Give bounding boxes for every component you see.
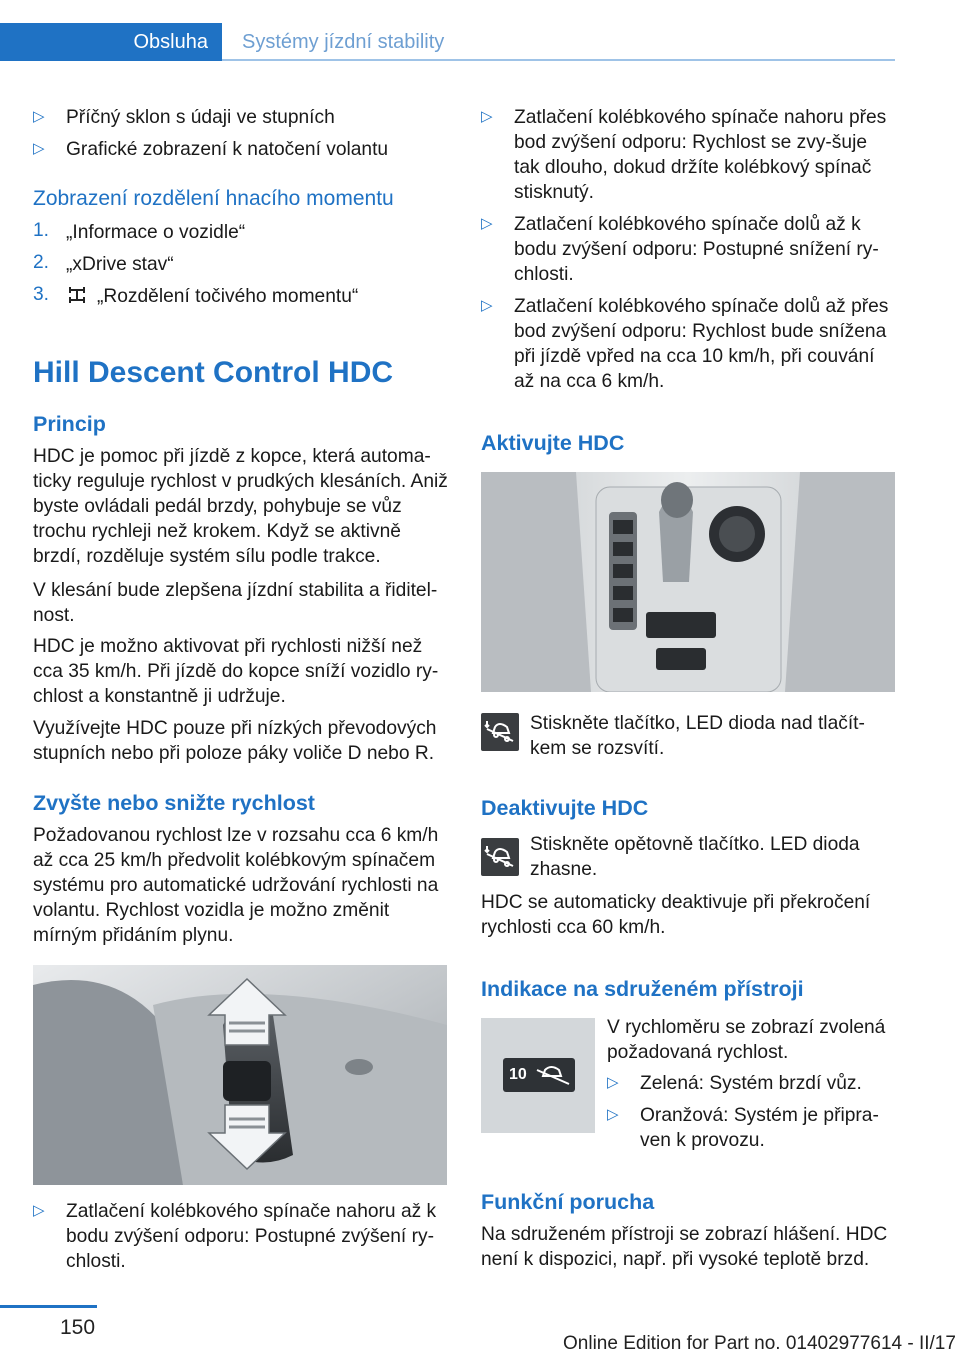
hdc-downhill-car-icon: [535, 1062, 571, 1093]
fault-heading: Funkční porucha: [481, 1190, 655, 1214]
step-text: „xDrive stav“: [66, 254, 174, 275]
paragraph: HDC je možno aktivovat při rychlosti nižší než cca 35 km/h. Při jízdě do kopce sníží vozidlo ry-chlost a konstantně ji udržuje.: [33, 636, 439, 707]
paragraph: Využívejte HDC pouze při nízkých převodových stupních nebo při poloze páky voliče D nebo R.: [33, 718, 437, 764]
steering-wheel-photo: [33, 965, 447, 1185]
hdc-downhill-car-icon: [481, 838, 519, 876]
list-item-text: Zatlačení kolébkového spínače nahoru přes bod zvýšení odporu: Rychlost se zvy-šuje tak dlouho, dokud držíte kolébkový spínač stisknutý.: [514, 107, 887, 203]
activate-instruction: Stiskněte tlačítko, LED dioda nad tlačít-kem se rozsvítí.: [530, 713, 865, 759]
header-divider: [222, 59, 895, 61]
deactivate-heading: Deaktivujte HDC: [481, 796, 649, 820]
list-item-text: Oranžová: Systém je připra-ven k provozu.: [640, 1105, 879, 1151]
cluster-display: [503, 1058, 575, 1092]
step-text: „Informace o vozidle“: [66, 222, 246, 243]
step-number: 1.: [33, 220, 50, 241]
triangle-right-icon: ▷: [607, 1074, 619, 1091]
center-console-photo: [481, 472, 895, 692]
list-item-text: Příčný sklon s údaji ve stupních: [66, 107, 335, 128]
page-header: [0, 0, 960, 62]
step-number: 3.: [33, 284, 50, 305]
paragraph: Požadovanou rychlost lze v rozsahu cca 6 km/h až cca 25 km/h předvolit kolébkovým spínačem systému pro automatické udržování rychlosti na volantu. Rychlost vozidla je možno změnit mírným přidáním plynu.: [33, 825, 439, 946]
list-item-text: Zelená: Systém brzdí vůz.: [640, 1073, 862, 1094]
list-item-text: Grafické zobrazení k natočení volantu: [66, 139, 389, 160]
triangle-right-icon: ▷: [33, 140, 45, 157]
section-title: Hill Descent Control HDC: [33, 356, 394, 389]
triangle-right-icon: ▷: [481, 215, 493, 232]
paragraph: HDC je pomoc při jízdě z kopce, která automa-ticky reguluje rychlost v prudkých klesáních. Aniž byste ovládali pedál brzdy, pohybuje se vůz trochu rychleji než krokem. Když se aktivně brzdí, rozděluje systém sílu podle trakce.: [33, 446, 448, 567]
hdc-downhill-car-icon: [481, 713, 519, 751]
triangle-right-icon: ▷: [607, 1106, 619, 1123]
triangle-right-icon: ▷: [33, 108, 45, 125]
list-item-text: Zatlačení kolébkového spínače nahoru až k bodu zvýšení odporu: Postupné zvýšení ry-chlosti.: [66, 1201, 437, 1272]
paragraph: HDC se automaticky deaktivuje při překročení rychlosti cca 60 km/h.: [481, 892, 871, 938]
paragraph: V klesání bude zlepšena jízdní stabilita a řiditel-nost.: [33, 580, 438, 626]
triangle-right-icon: ▷: [481, 108, 493, 125]
set-speed-value: 10: [509, 1066, 527, 1083]
edition-note: Online Edition for Part no. 01402977614 - II/17: [563, 1333, 956, 1354]
step-number: 2.: [33, 252, 50, 273]
cluster-display-image: [481, 1018, 595, 1133]
princip-heading: Princip: [33, 412, 106, 436]
paragraph: Na sdruženém přístroji se zobrazí hlášení. HDC není k dispozici, např. při vysoké teplotě brzd.: [481, 1224, 888, 1270]
section-tab-active: Obsluha: [0, 23, 222, 61]
drivetrain-icon: [66, 284, 88, 311]
speed-heading: Zvyšte nebo snižte rychlost: [33, 791, 315, 815]
footer-divider: [0, 1305, 97, 1308]
activate-heading: Aktivujte HDC: [481, 431, 625, 455]
page-number: 150: [60, 1316, 96, 1339]
torque-heading: Zobrazení rozdělení hnacího momentu: [33, 187, 394, 210]
cluster-text: V rychloměru se zobrazí zvolená požadovaná rychlost.: [607, 1017, 886, 1063]
list-item-text: Zatlačení kolébkového spínače dolů až k bodu zvýšení odporu: Postupné snížení ry-chlosti.: [514, 214, 879, 285]
section-tab-current: Systémy jízdní stability: [242, 31, 445, 53]
cluster-heading: Indikace na sdruženém přístroji: [481, 977, 804, 1001]
triangle-right-icon: ▷: [33, 1202, 45, 1219]
triangle-right-icon: ▷: [481, 297, 493, 314]
list-item-text: Zatlačení kolébkového spínače dolů až přes bod zvýšení odporu: Rychlost bude snížena při jízdě vpřed na cca 10 km/h, při couvání až na cca 6 km/h.: [514, 296, 889, 392]
step-text: „Rozdělení točivého momentu“: [97, 286, 359, 307]
deactivate-instruction: Stiskněte opětovně tlačítko. LED dioda zhasne.: [530, 834, 860, 880]
